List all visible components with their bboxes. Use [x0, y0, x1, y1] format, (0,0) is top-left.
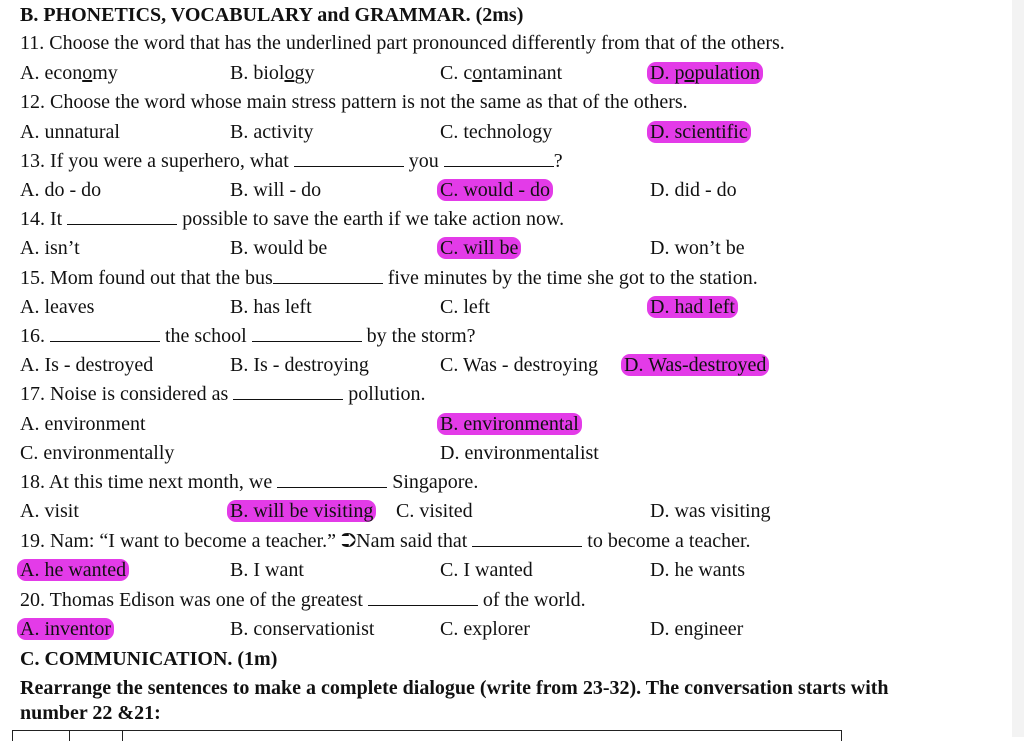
q20-part1: 20. Thomas Edison was one of the greatest	[20, 589, 363, 611]
q11-c-underlined: o	[472, 62, 483, 84]
q15-option-a[interactable]: A. leaves	[20, 296, 95, 318]
q11-c-post: ntaminant	[482, 62, 563, 84]
q13-option-b[interactable]: B. will - do	[230, 179, 322, 201]
q17-option-b-selected[interactable]	[440, 412, 582, 436]
q15-part1: 15. Mom found out that the bus	[20, 267, 273, 289]
q17-option-c[interactable]: C. environmentally	[20, 442, 175, 464]
q18-blank	[277, 471, 387, 488]
q11-d-post: pulation	[694, 62, 760, 84]
q15-option-d-selected[interactable]	[650, 295, 738, 319]
section-c-heading: C. COMMUNICATION. (1m)	[20, 648, 278, 670]
q14-stem	[20, 207, 564, 231]
q16-part2: the school	[165, 325, 247, 347]
q15-option-b[interactable]: B. has left	[230, 296, 312, 318]
q19-option-b[interactable]: B. I want	[230, 559, 304, 581]
table-divider	[69, 731, 70, 741]
q11-option-b[interactable]	[230, 61, 314, 85]
q18-option-d[interactable]: D. was visiting	[650, 500, 771, 522]
q14-option-d[interactable]: D. won’t be	[650, 237, 745, 259]
q19-a-text: A. he wanted	[17, 559, 129, 581]
q16-stem	[20, 324, 476, 348]
q19-option-c[interactable]: C. I wanted	[440, 559, 533, 581]
q13-stem	[20, 149, 563, 173]
q13-c-text: C. would - do	[437, 179, 553, 201]
q15-stem	[20, 266, 758, 290]
q14-part2: possible to save the earth if we take action now.	[182, 208, 565, 230]
q16-option-a[interactable]: A. Is - destroyed	[20, 354, 154, 376]
q13-blank-1	[294, 150, 404, 167]
q20-option-b[interactable]: B. conservationist	[230, 618, 375, 640]
section-b-heading: B. PHONETICS, VOCABULARY and GRAMMAR. (2ms)	[20, 4, 524, 26]
q19-option-a-selected[interactable]	[20, 558, 129, 582]
table-divider	[12, 731, 13, 741]
q15-option-c[interactable]: C. left	[440, 296, 490, 318]
q18-option-b-selected[interactable]	[230, 499, 376, 523]
q12-stem: 12. Choose the word whose main stress pattern is not the same as that of the others.	[20, 91, 688, 113]
q11-a-post: my	[92, 62, 118, 84]
q20-part2: of the world.	[482, 589, 586, 611]
q12-option-a[interactable]: A. unnatural	[20, 121, 120, 143]
q11-a-pre: A. econ	[20, 62, 83, 84]
q16-blank-1	[50, 325, 160, 342]
q11-option-d-selected[interactable]	[650, 61, 763, 85]
vertical-scrollbar[interactable]	[1012, 0, 1024, 737]
q18-part1: 18. At this time next month, we	[20, 471, 273, 493]
q16-option-c[interactable]: C. Was - destroying	[440, 354, 599, 376]
q14-blank	[67, 208, 177, 225]
q15-part2: five minutes by the time she got to the station.	[387, 267, 758, 289]
q17-b-text: B. environmental	[437, 413, 582, 435]
q20-stem	[20, 588, 586, 612]
q11-stem: 11. Choose the word that has the underlined part pronounced differently from that of the others.	[20, 32, 785, 54]
q17-blank	[233, 383, 343, 400]
q13-option-a[interactable]: A. do - do	[20, 179, 102, 201]
q19-stem	[20, 529, 751, 553]
q19-option-d[interactable]: D. he wants	[650, 559, 745, 581]
q16-option-b[interactable]: B. Is - destroying	[230, 354, 369, 376]
q20-option-c[interactable]: C. explorer	[440, 618, 530, 640]
q18-option-a[interactable]: A. visit	[20, 500, 79, 522]
q11-option-a[interactable]	[20, 61, 118, 85]
q20-a-text: A. inventor	[17, 618, 114, 640]
q20-option-a-selected[interactable]	[20, 617, 114, 641]
table-divider	[841, 731, 842, 741]
q13-option-d[interactable]: D. did - do	[650, 179, 737, 201]
q14-option-c-selected[interactable]	[440, 236, 521, 260]
q16-d-text: D. Was-destroyed	[621, 354, 769, 376]
q13-part2: you	[408, 150, 439, 172]
q13-blank-2	[444, 150, 554, 167]
q14-option-b[interactable]: B. would be	[230, 237, 328, 259]
q17-part2: pollution.	[348, 383, 426, 405]
q17-option-a[interactable]: A. environment	[20, 413, 146, 435]
q17-stem	[20, 382, 426, 406]
dialogue-answer-table	[12, 730, 842, 751]
q13-part3: ?	[553, 150, 563, 172]
q11-d-underlined: o	[684, 62, 695, 84]
q13-option-c-selected[interactable]	[440, 178, 553, 202]
q18-stem	[20, 470, 478, 494]
q12-option-b[interactable]: B. activity	[230, 121, 314, 143]
q11-b-pre: B. biol	[230, 62, 285, 84]
section-c-instruction-line2: number 22 &21:	[20, 702, 161, 724]
q16-part1: 16.	[20, 325, 45, 347]
q18-option-c[interactable]: C. visited	[396, 500, 473, 522]
q16-option-d-selected[interactable]	[624, 353, 769, 377]
q16-blank-2	[252, 325, 362, 342]
q12-option-c[interactable]: C. technology	[440, 121, 553, 143]
q12-option-d-selected[interactable]	[650, 120, 751, 144]
q11-d-pre: D. p	[650, 62, 685, 84]
q11-b-post: gy	[294, 62, 315, 84]
q18-b-text: B. will be visiting	[227, 500, 376, 522]
q18-part2: Singapore.	[392, 471, 479, 493]
q20-option-d[interactable]: D. engineer	[650, 618, 744, 640]
section-c-instruction-line1: Rearrange the sentences to make a complete dialogue (write from 23-32). The conversation starts with	[20, 677, 889, 699]
q19-part2: to become a teacher.	[587, 530, 751, 552]
q11-a-underlined: o	[82, 62, 93, 84]
q19-part1: 19. Nam: “I want to become a teacher.” ⮊Nam said that	[20, 530, 468, 552]
q17-option-d[interactable]: D. environmentalist	[440, 442, 599, 464]
q11-c-pre: C. c	[440, 62, 473, 84]
q19-blank	[472, 530, 582, 547]
q14-part1: 14. It	[20, 208, 63, 230]
q11-option-c[interactable]	[440, 61, 562, 85]
q20-blank	[368, 589, 478, 606]
q17-part1: 17. Noise is considered as	[20, 383, 229, 405]
q16-part3: by the storm?	[366, 325, 476, 347]
q14-c-text: C. will be	[437, 237, 521, 259]
q15-blank	[273, 267, 383, 284]
table-divider	[122, 731, 123, 741]
q14-option-a[interactable]: A. isn’t	[20, 237, 80, 259]
q11-b-underlined: o	[284, 62, 295, 84]
q15-d-text: D. had left	[647, 296, 738, 318]
q13-part1: 13. If you were a superhero, what	[20, 150, 289, 172]
q12-d-text: D. scientific	[647, 121, 751, 143]
